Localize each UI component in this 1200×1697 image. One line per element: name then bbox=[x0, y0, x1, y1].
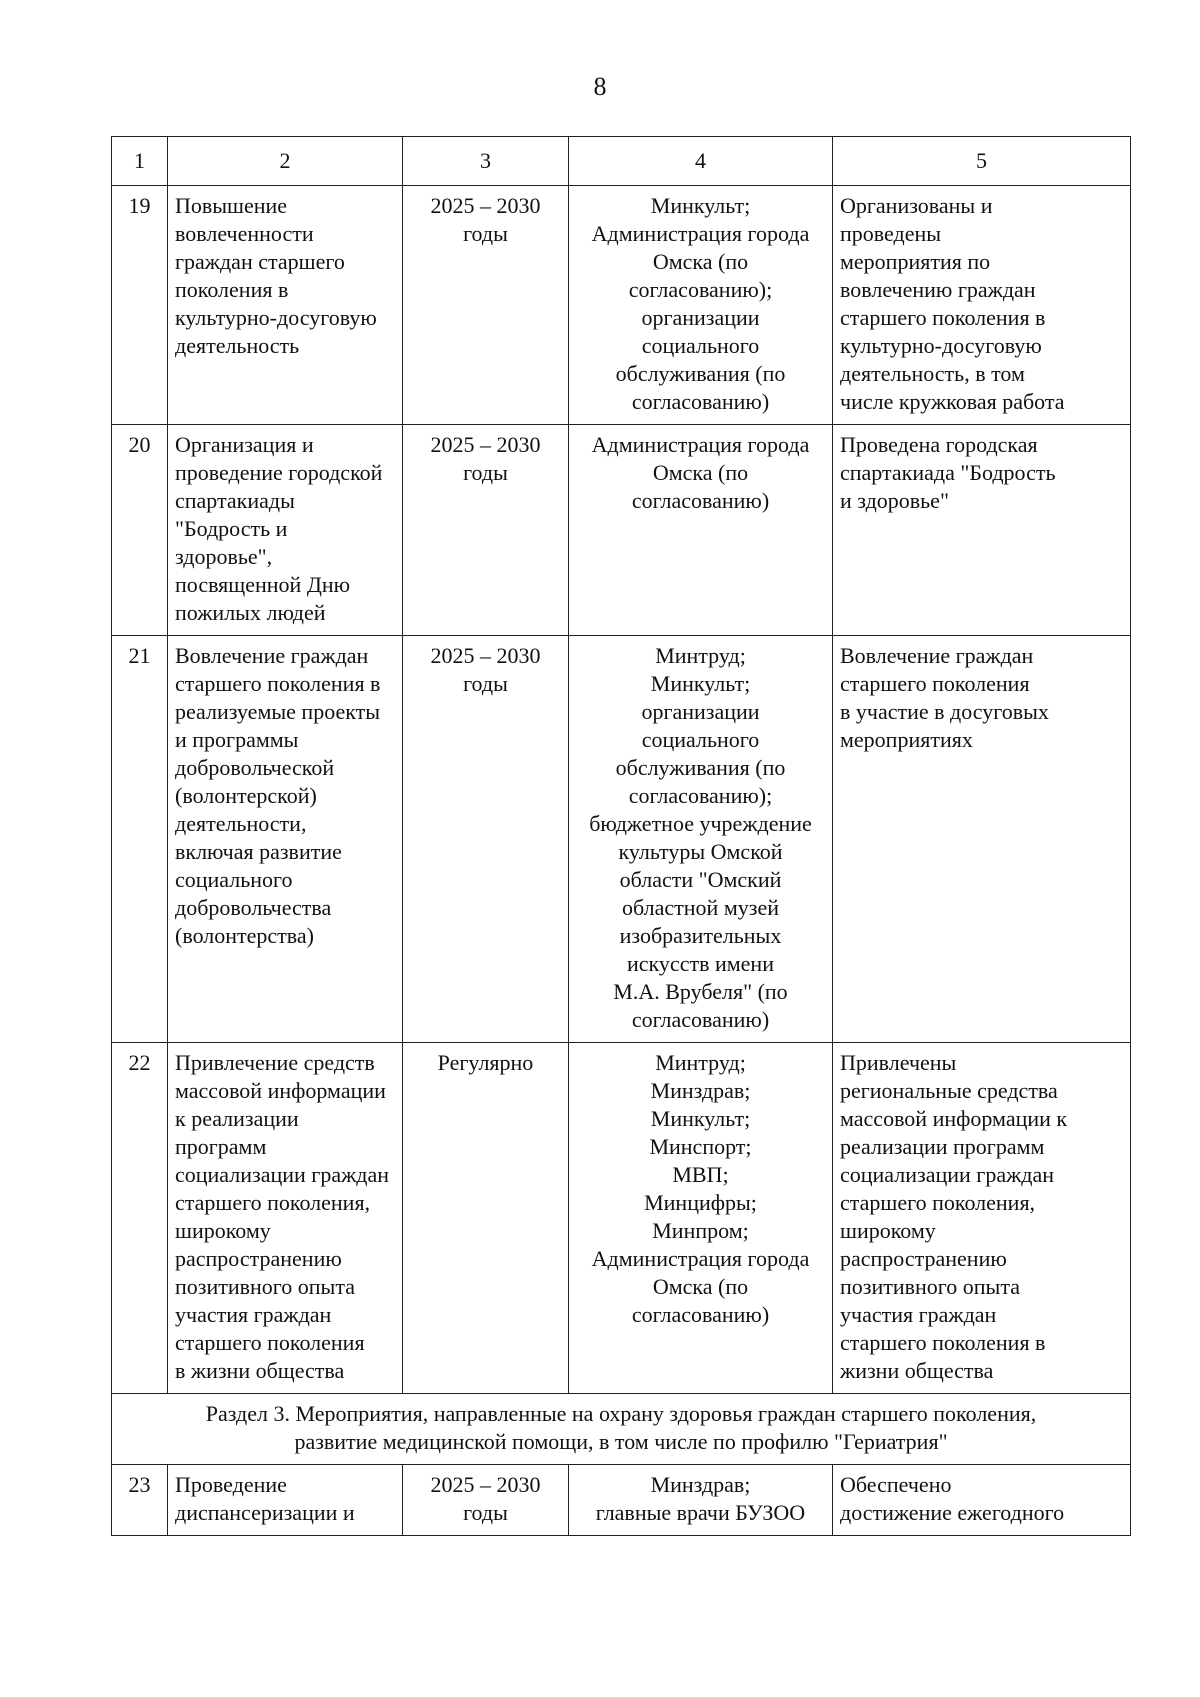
measure-executors: Администрация города Омска (по согласованию) bbox=[569, 425, 833, 636]
measure-term: 2025 – 2030 годы bbox=[403, 425, 569, 636]
measure-result: Обеспечено достижение ежегодного bbox=[833, 1465, 1131, 1536]
row-number: 21 bbox=[112, 636, 168, 1043]
header-col-2: 2 bbox=[168, 137, 403, 186]
measure-result: Организованы и проведены мероприятия по вовлечению граждан старшего поколения в культурно-досуговую деятельность, в том числе кружковая работа bbox=[833, 186, 1131, 425]
section-heading: Раздел 3. Мероприятия, направленные на охрану здоровья граждан старшего поколения, развитие медицинской помощи, в том числе по профилю "Гериатрия" bbox=[112, 1394, 1131, 1465]
measure-name: Вовлечение граждан старшего поколения в реализуемые проекты и программы добровольческой (волонтерской) деятельности, включая развитие социального добровольчества (волонтерства) bbox=[168, 636, 403, 1043]
measure-executors: Минтруд; Минздрав; Минкульт; Минспорт; МВП; Минцифры; Минпром; Администрация города Омска (по согласованию) bbox=[569, 1043, 833, 1394]
measure-name: Повышение вовлеченности граждан старшего поколения в культурно-досуговую деятельность bbox=[168, 186, 403, 425]
section-row bbox=[112, 1394, 1131, 1465]
measure-result: Проведена городская спартакиада "Бодрость и здоровье" bbox=[833, 425, 1131, 636]
table-row bbox=[112, 636, 1131, 1043]
table-row bbox=[112, 1465, 1131, 1536]
measure-name: Организация и проведение городской спартакиады "Бодрость и здоровье", посвященной Дню пожилых людей bbox=[168, 425, 403, 636]
measure-term: 2025 – 2030 годы bbox=[403, 636, 569, 1043]
measure-term: 2025 – 2030 годы bbox=[403, 186, 569, 425]
table-row bbox=[112, 1043, 1131, 1394]
page-number: 8 bbox=[593, 72, 607, 101]
row-number: 22 bbox=[112, 1043, 168, 1394]
measure-executors: Минтруд; Минкульт; организации социального обслуживания (по согласованию); бюджетное учреждение культуры Омской области "Омский областной музей изобразительных искусств имени М.А. Врубеля" (по согласованию) bbox=[569, 636, 833, 1043]
row-number: 23 bbox=[112, 1465, 168, 1536]
header-col-4: 4 bbox=[569, 137, 833, 186]
header-col-1: 1 bbox=[112, 137, 168, 186]
measure-executors: Минздрав; главные врачи БУЗОО bbox=[569, 1465, 833, 1536]
row-number: 20 bbox=[112, 425, 168, 636]
table-row bbox=[112, 425, 1131, 636]
measure-term: Регулярно bbox=[403, 1043, 569, 1394]
measure-result: Вовлечение граждан старшего поколения в участие в досуговых мероприятиях bbox=[833, 636, 1131, 1043]
table-row bbox=[112, 186, 1131, 425]
measure-term: 2025 – 2030 годы bbox=[403, 1465, 569, 1536]
header-col-3: 3 bbox=[403, 137, 569, 186]
measure-name: Проведение диспансеризации и bbox=[168, 1465, 403, 1536]
header-col-5: 5 bbox=[833, 137, 1131, 186]
table-header-row bbox=[112, 137, 1131, 186]
measures-table bbox=[111, 136, 1131, 1536]
measure-name: Привлечение средств массовой информации к реализации программ социализации граждан старшего поколения, широкому распространению позитивного опыта участия граждан старшего поколения в жизни общества bbox=[168, 1043, 403, 1394]
row-number: 19 bbox=[112, 186, 168, 425]
measure-result: Привлечены региональные средства массовой информации к реализации программ социализации граждан старшего поколения, широкому распространению позитивного опыта участия граждан старшего поколения в жизни общества bbox=[833, 1043, 1131, 1394]
measure-executors: Минкульт; Администрация города Омска (по согласованию); организации социального обслуживания (по согласованию) bbox=[569, 186, 833, 425]
